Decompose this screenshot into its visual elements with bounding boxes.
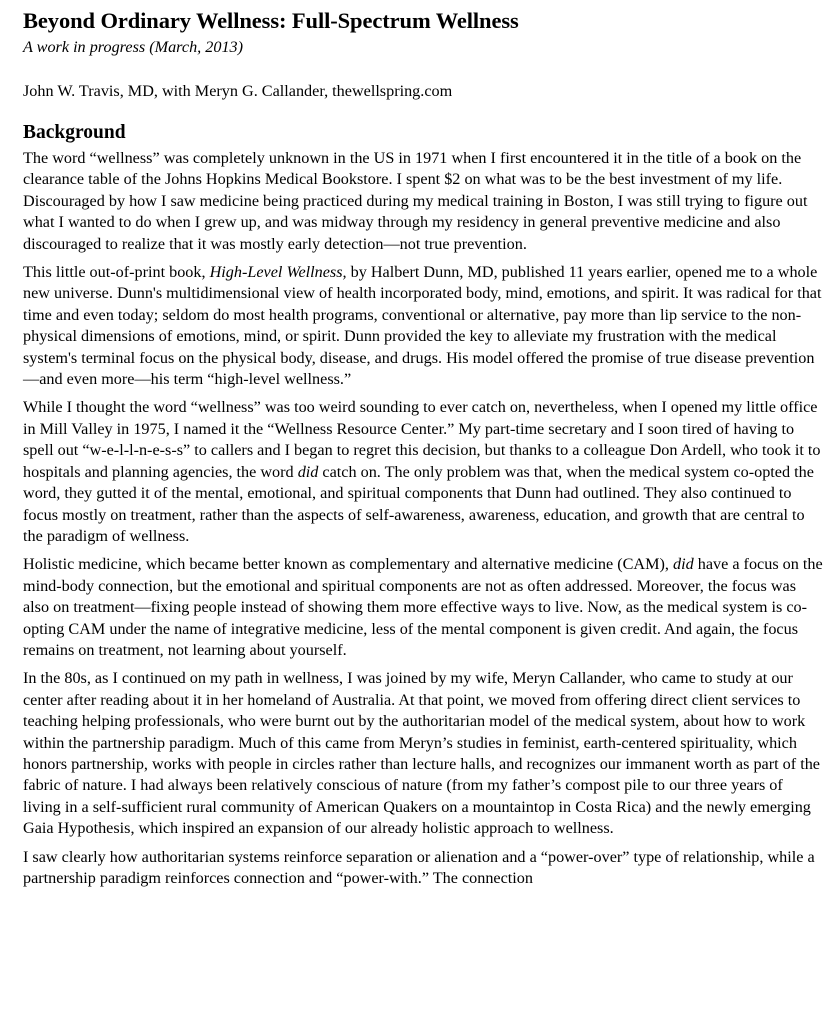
paragraph-5 bbox=[23, 668, 823, 839]
book-title-emphasis: High-Level Wellness, bbox=[209, 263, 347, 282]
paragraph-text: Holistic medicine, which became better known as complementary and alternative medicine (CAM), bbox=[23, 555, 673, 574]
paragraph-text: by Halbert Dunn, MD, published 11 years earlier, opened me to a whole new universe. Dunn's multidimensional view of health incorporated body, mind, emotions, and spirit. It was radical for that time and even today; seldom do most health programs, conventional or alternative, pay more than lip service to the non-physical dimensions of emotions, mind, or spirit. Dunn provided the key to alleviate my frustration with the medical system's terminal focus on the physical body, disease, and drugs. His model offered the promise of true disease prevention—and even more—his term “high-level wellness.” bbox=[23, 263, 822, 389]
section-heading: Background bbox=[23, 122, 126, 143]
author-line: John W. Travis, MD, with Meryn G. Callander, thewellspring.com bbox=[23, 82, 453, 100]
paragraph-6 bbox=[23, 847, 823, 890]
paragraph-3 bbox=[23, 397, 823, 547]
paragraph-text: have a focus on the mind-body connection, but the emotional and spiritual components are not as often addressed. Moreover, the focus was also on treatment—fixing people instead of showing them more effective ways to live. Now, as the medical system is co-opting CAM under the name of integrative medicine, less of the mental component is given credit. And again, the focus remains on treatment, not learning about yourself. bbox=[23, 555, 823, 659]
paragraph-2 bbox=[23, 262, 823, 390]
document-title: Beyond Ordinary Wellness: Full-Spectrum Wellness bbox=[23, 8, 519, 33]
paragraph-text: I saw clearly how authoritarian systems reinforce separation or alienation and a “power-over” type of relationship, while a partnership paradigm reinforces connection and “power-with.” The connection bbox=[23, 847, 815, 887]
paragraph-text: catch on. The only problem was that, when the medical system co-opted the word, they gutted it of the mental, emotional, and spiritual components that Dunn had outlined. They also continued to focus mostly on treatment, rather than the aspects of self-awareness, awareness, education, and growth that are central to the paradigm of wellness. bbox=[23, 462, 814, 545]
document-subtitle: A work in progress (March, 2013) bbox=[23, 38, 244, 56]
emphasis: did bbox=[672, 555, 694, 574]
paragraph-text: The word “wellness” was completely unknown in the US in 1971 when I first encountered it in the title of a book on the clearance table of the Johns Hopkins Medical Bookstore. I spent $2 on what was to be the best investment of my life. Discouraged by how I saw medicine being practiced during my medical training in Boston, I was still trying to figure out what I wanted to do when I grew up, and was midway through my residency in general preventive medicine and also discouraged to realize that it was mostly early detection—not true prevention. bbox=[23, 149, 808, 253]
emphasis: did bbox=[297, 462, 319, 481]
document bbox=[23, 8, 823, 896]
paragraph-1 bbox=[23, 148, 823, 255]
paragraph-4 bbox=[23, 554, 823, 661]
paragraph-text: While I thought the word “wellness” was too weird sounding to ever catch on, nevertheless, when I opened my little office in Mill Valley in 1975, I named it the “Wellness Resource Center.” My part-time secretary and I soon tired of having to spell out “w-e-l-l-n-e-s-s” to callers and I began to regret this decision, but thanks to a colleague Don Ardell, who took it to hospitals and planning agencies, the word bbox=[23, 398, 821, 481]
paragraph-text: This little out-of-print book, bbox=[23, 263, 210, 282]
paragraph-text: In the 80s, as I continued on my path in wellness, I was joined by my wife, Meryn Callander, who came to study at our center after reading about it in her homeland of Australia. At that point, we moved from offering direct client services to teaching helping professionals, who were burnt out by the authoritarian model of the medical system, about how to work within the partnership paradigm. Much of this came from Meryn’s studies in feminist, earth-centered spirituality, which honors partnership, works with people in circles rather than lecture halls, and recognizes our immanent worth as part of the fabric of nature. I had always been relatively conscious of nature (from my father’s compost pile to our three years of living in a self-sufficient rural community of American Quakers on a mountaintop in Costa Rica) and the newly emerging Gaia Hypothesis, which inspired an expansion of our already holistic approach to wellness. bbox=[23, 669, 820, 838]
